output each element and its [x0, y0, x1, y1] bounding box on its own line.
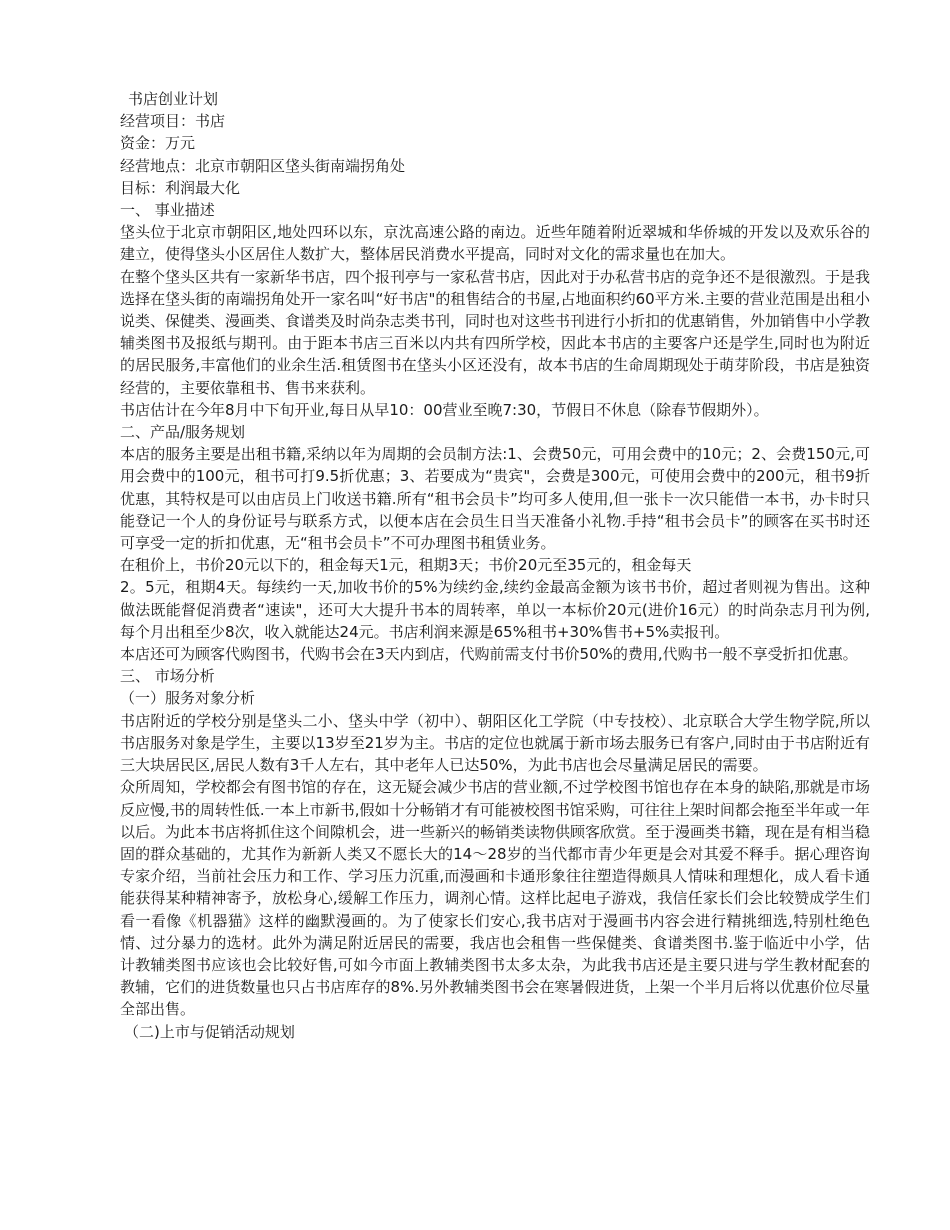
section-heading-market-analysis: 三、 市场分析 — [120, 667, 215, 686]
paragraph-nearby-schools: 书店附近的学校分别是垡头二小、垡头中学（初中）、朝阳区化工学院（中专技校）、北京联合大学生物学院,所以书店服务对象是学生，主要以13岁至21岁为主。书店的定位也就属于新市场去服务已有客户,同时由于书店附近有三大块居民区,居民人数有3千人左右，其中老年人已达50%，为此书店也会尽量满足居民的需要。 — [120, 711, 870, 775]
paragraph-library-comparison: 众所周知，学校都会有图书馆的存在，这无疑会减少书店的营业额,不过学校图书馆也存在本身的缺陷,那就是市场反应慢,书的周转性低.一本上市新书,假如十分畅销才有可能被校图书馆采购，可往往上架时间都会拖至半年或一年以后。为此本书店将抓住这个间隙机会，进一些新兴的畅销类读物供顾客欣赏。至于漫画类书籍，现在是有相当稳固的群众基础的，尤其作为新新人类又不愿长大的14～28岁的当代都市青少年更是会对其爱不释手。据心理咨询专家介绍，当前社会压力和工作、学习压力沉重,而漫画和卡通形象往往塑造得颇具人情味和理想化，成人看卡通能获得某种精神寄予，放松身心,缓解工作压力，调剂心情。这样比起电子游戏，我信任家长们会比较赞成学生们看一看像《机器猫》这样的幽默漫画的。为了使家长们安心,我书店对于漫画书内容会进行精挑细选,特别杜绝色情、过分暴力的选材。此外为满足附近居民的需要，我店也会租售一些保健类、食谱类图书.鉴于临近中小学，估计教辅类图书应该也会比较好售,可如今市面上教辅类图书太多太杂，为此我书店还是主要只进与学生教材配套的教辅，它们的进货数量也只占书店库存的8%.另外教辅类图书会在寒暑假进货，上架一个半月后将以优惠价位尽量全部出售。 — [120, 778, 871, 1019]
paragraph-renewal: 2。5元，租期4天。每续约一天,加收书价的5%为续约金,续约金最高金额为该书书价，超过者则视为售出。这种做法既能督促消费者“速读"，还可大大提升书本的周转率，单以一本标价20元(进价16元）的时尚杂志月刊为例,每个月出租至少8次，收入就能达24元。书店利润来源是65%租书+30%售书+5%卖报刊。 — [120, 578, 870, 641]
business-location: 经营地点：北京市朝阳区垡头街南端拐角处 — [120, 156, 406, 175]
section-heading-products-services: 二、产品/服务规划 — [120, 423, 246, 442]
paragraph-membership: 本店的服务主要是出租书籍,采纳以年为周期的会员制方法:1、会费50元，可用会费中的10元；2、会费150元,可用会费中的100元，租书可打9.5折优惠；3、若要成为“贵宾"，会费是300元，可使用会费中的200元，租书9折优惠，其特权是可以由店员上门收送书籍.所有“租书会员卡”均可多人使用,但一张卡一次只能借一本书，办卡时只能登记一个人的身份证号与联系方式，以便本店在会员生日当天准备小礼物.手持“租书会员卡”的顾客在买书时还可享受一定的折扣优惠，无“租书会员卡”不可办理图书租赁业务。 — [120, 445, 870, 553]
paragraph-competition: 在整个垡头区共有一家新华书店，四个报刊亭与一家私营书店，因此对于办私营书店的竞争还不是很激烈。于是我选择在垡头街的南端拐角处开一家名叫“好书店"的租售结合的书屋,占地面积约60平方米.主要的营业范围是出租小说类、保健类、漫画类、食谱类及时尚杂志类书刊，同时也对这些书刊进行小折扣的优惠销售，外加销售中小学教辅类图书及报纸与期刊。由于距本书店三百米以内共有四所学校，因此本书店的主要客户还是学生,同时也为附近的居民服务,丰富他们的业余生活.租赁图书在垡头小区还没有，故本书店的生命周期现处于萌芽阶段，书店是独资经营的，主要依靠租书、售书来获利。 — [120, 267, 871, 397]
subsection-heading-target-customers: （一）服务对象分析 — [120, 689, 256, 708]
subsection-heading-launch-promotion: （二)上市与促销活动规划 — [124, 1022, 295, 1041]
paragraph-rental-price: 在租价上，书价20元以下的，租金每天1元，租期3天；书价20元至35元的，租金每天 — [120, 556, 692, 575]
document-title: 书店创业计划 — [128, 90, 219, 108]
paragraph-location: 垡头位于北京市朝阳区,地处四环以东，京沈高速公路的南边。近些年随着附近翠城和华侨城的开发以及欢乐谷的建立，使得垡头小区居住人数扩大，整体居民消费水平提高，同时对文化的需求量也在加大。 — [120, 223, 870, 264]
paragraph-proxy-purchase: 本店还可为顾客代购图书，代购书会在3天内到店，代购前需支付书价50%的费用,代购书一般不享受折扣优惠。 — [120, 645, 858, 664]
goal: 目标：利润最大化 — [120, 178, 241, 197]
section-heading-business-description: 一、 事业描述 — [120, 201, 215, 220]
capital: 资金：万元 — [120, 134, 196, 153]
paragraph-opening-hours: 书店估计在今年8月中下旬开业,每日从早10：00营业至晚7:30，节假日不休息（除春节假期外）。 — [120, 400, 769, 419]
business-project: 经营项目：书店 — [120, 112, 226, 131]
